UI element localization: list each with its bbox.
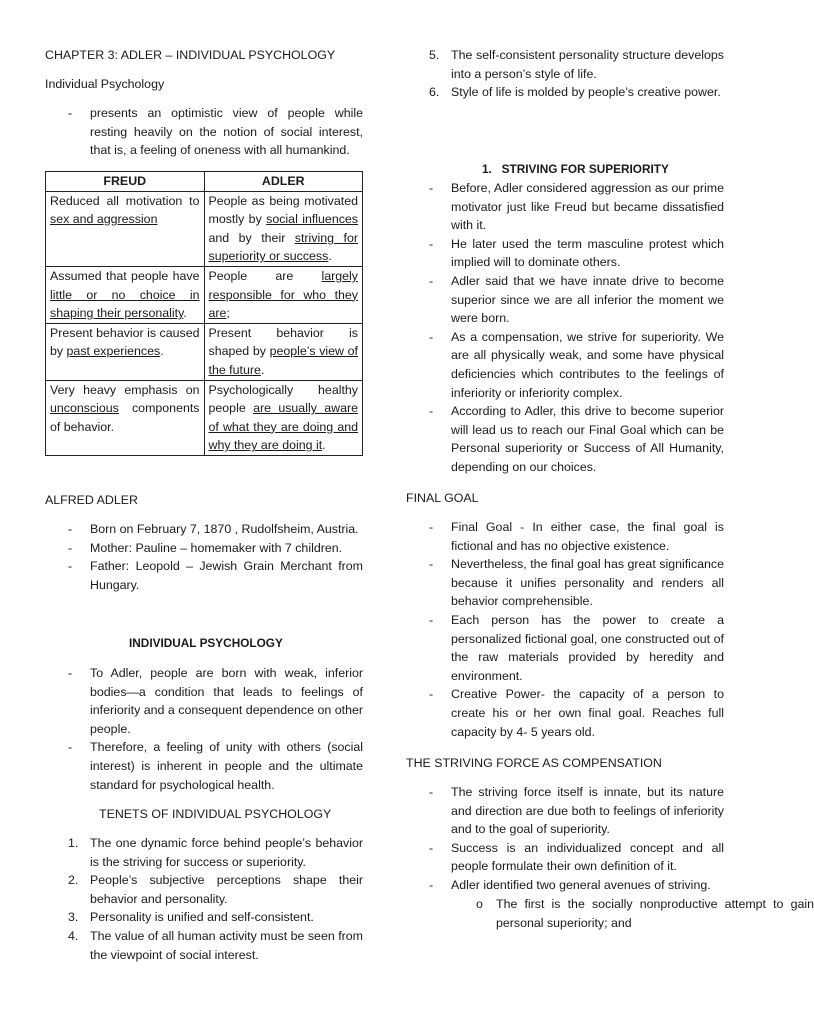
striving-heading: 1. STRIVING FOR SUPERIORITY <box>482 162 669 176</box>
list-item: - Nevertheless, the final goal has great significance because it unifies personality and renders all behavior comprehensible. <box>406 555 724 611</box>
table-cell-freud: Present behavior is caused by past experiences. <box>46 323 205 380</box>
table-cell-freud: Assumed that people have little or no choice in shaping their personality. <box>46 266 205 323</box>
individual-psychology-heading: INDIVIDUAL PSYCHOLOGY <box>129 636 283 650</box>
list-item: - As a compensation, we strive for superiority. We are all physically weak, and some have physical deficiencies which contributes to the feelings of inferiority or inferiority complex. <box>406 328 724 402</box>
list-number: 2. <box>68 873 79 888</box>
list-item <box>406 83 724 102</box>
list-text: People’s subjective perceptions shape their behavior and personality. <box>90 873 363 906</box>
list-item: - Father: Leopold – Jewish Grain Merchant from Hungary. <box>45 557 363 594</box>
sub-list-item <box>406 895 814 932</box>
list-item: - Adler said that we have innate drive to become superior since we are all inferior the moment we were born. <box>406 272 724 328</box>
list-item: - Adler identified two general avenues of striving. <box>406 876 724 895</box>
table-row <box>46 323 363 380</box>
list-text: Style of life is molded by people’s creative power. <box>451 85 721 100</box>
list-item: - presents an optimistic view of people while resting heavily on the notion of social interest, that is, a feeling of oneness with all humankind. <box>45 104 363 160</box>
list-item <box>406 46 724 83</box>
tenets-heading: TENETS OF INDIVIDUAL PSYCHOLOGY <box>99 807 332 821</box>
list-item: - Creative Power- the capacity of a person to create his or her own final goal. Reaches full capacity by 4- 5 years old. <box>406 685 724 741</box>
list-number: 1. <box>68 836 79 850</box>
list-text: Personality is unified and self-consistent. <box>90 910 314 925</box>
list-item <box>45 927 363 964</box>
alfred-list <box>45 520 363 594</box>
list-item: - To Adler, people are born with weak, inferior bodies—a condition that leads to feelings of inferiority and a consequent dependence on other people. <box>45 664 363 738</box>
compensation-list <box>406 783 724 895</box>
list-item: - Mother: Pauline – homemaker with 7 children. <box>45 539 363 558</box>
list-item <box>45 908 363 927</box>
list-item <box>45 834 363 871</box>
compensation-heading: THE STRIVING FORCE AS COMPENSATION <box>406 756 662 770</box>
table-body <box>46 191 363 455</box>
alfred-heading: ALFRED ADLER <box>45 493 138 507</box>
right-column <box>406 0 814 930</box>
chapter-title: CHAPTER 3: ADLER – INDIVIDUAL PSYCHOLOGY <box>45 48 336 62</box>
freud-adler-table <box>45 171 363 456</box>
list-number: 6. <box>429 85 440 100</box>
ip-list <box>45 664 363 794</box>
list-text: The self-consistent personality structure develops into a person’s style of life. <box>451 48 724 81</box>
sub-list-text: The first is the socially nonproductive attempt to gain personal superiority; and <box>496 897 814 930</box>
list-number: 3. <box>68 910 79 925</box>
circle-bullet-icon: o <box>476 897 483 911</box>
list-item: - He later used the term masculine protest which implied will to dominate others. <box>406 235 724 272</box>
table-row <box>46 266 363 323</box>
table-row <box>46 380 363 455</box>
list-item: - According to Adler, this drive to become superior will lead us to reach our Final Goal which can be Personal superiority or Success of All Humanity, depending on our choices. <box>406 402 724 476</box>
list-text: The one dynamic force behind people’s behavior is the striving for success or superiority. <box>90 836 363 869</box>
intro-list <box>45 104 363 160</box>
list-item: - Born on February 7, 1870 , Rudolfsheim, Austria. <box>45 520 363 539</box>
table-cell-adler: Psychologically healthy people are usually aware of what they are doing and why they are doing it. <box>204 380 363 455</box>
list-item: - Final Goal - In either case, the final goal is fictional and has no objective existence. <box>406 518 724 555</box>
table-cell-adler: Present behavior is shaped by people’s view of the future. <box>204 323 363 380</box>
list-item: - The striving force itself is innate, but its nature and direction are due both to feelings of inferiority and to the goal of superiority. <box>406 783 724 839</box>
final-goal-list <box>406 518 724 741</box>
table-cell-freud: Very heavy emphasis on unconscious components of behavior. <box>46 380 205 455</box>
final-goal-heading: FINAL GOAL <box>406 491 479 505</box>
table-cell-adler: People are largely responsible for who they are; <box>204 266 363 323</box>
table-row <box>46 191 363 266</box>
tenets-list-continued <box>406 46 724 102</box>
table-cell-freud: Reduced all motivation to sex and aggression <box>46 191 205 266</box>
table-header-freud: FREUD <box>46 172 205 192</box>
table-header-adler: ADLER <box>204 172 363 192</box>
list-item: - Before, Adler considered aggression as our prime motivator just like Freud but became dissatisfied with it. <box>406 179 724 235</box>
table-cell-adler: People as being motivated mostly by social influences and by their striving for superiority or success. <box>204 191 363 266</box>
striving-list <box>406 179 724 477</box>
tenets-list <box>45 834 363 964</box>
list-text: The value of all human activity must be seen from the viewpoint of social interest. <box>90 928 363 962</box>
list-item: - Each person has the power to create a personalized fictional goal, one constructed out of the raw materials provided by heredity and environment. <box>406 611 724 685</box>
list-item: - Success is an individualized concept and all people formulate their own definition of it. <box>406 839 724 876</box>
list-item <box>45 871 363 908</box>
list-number: 4. <box>68 928 79 943</box>
list-number: 5. <box>429 48 440 62</box>
list-item: - Therefore, a feeling of unity with others (social interest) is inherent in people and the ultimate standard for psychological health. <box>45 738 363 794</box>
section-title: Individual Psychology <box>45 77 165 91</box>
